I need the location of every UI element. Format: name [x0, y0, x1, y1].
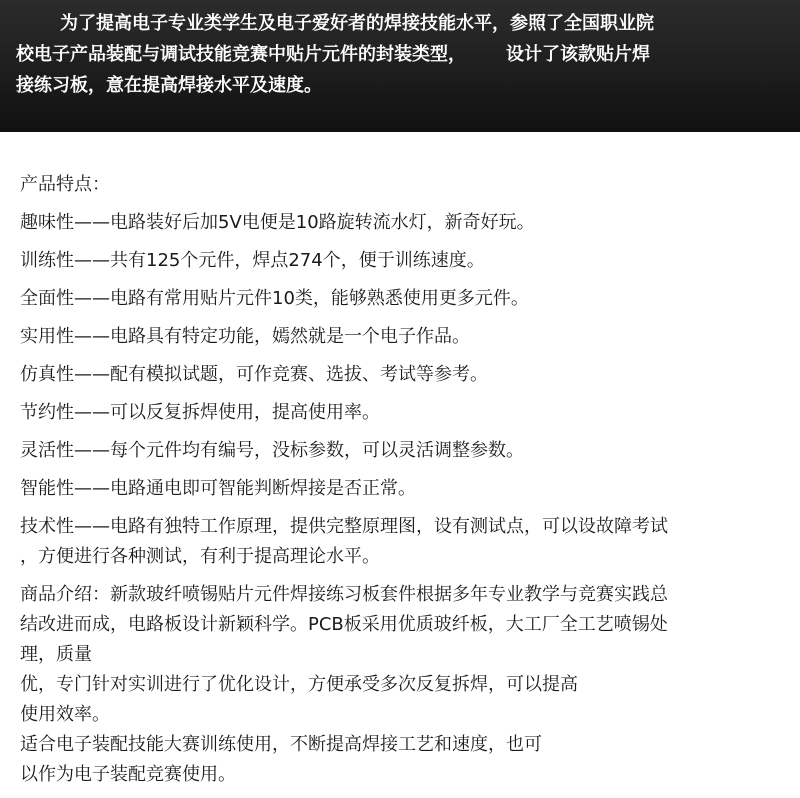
banner-line-2-part-2: 设计了该款贴片焊 — [506, 44, 650, 65]
intro-line-4-part-1: 使用效率。 — [20, 704, 110, 725]
feature-item: 灵活性——每个元件均有编号，没标参数，可以灵活调整参数。 — [20, 440, 524, 461]
product-intro — [20, 580, 790, 790]
intro-line-4 — [20, 700, 790, 760]
intro-line-3 — [20, 640, 790, 700]
header-banner — [0, 0, 800, 132]
intro-line-1: 商品介绍：新款玻纤喷锡贴片元件焊接练习板套件根据多年专业教学与竞赛实践总 — [20, 584, 668, 605]
product-description — [20, 170, 790, 798]
intro-line-3-part-2: 优，专门针对实训进行了优化设计，方便承受多次反复拆焊，可以提高 — [20, 674, 578, 695]
banner-line-2 — [16, 39, 784, 70]
intro-line-4-part-2: 适合电子装配技能大赛训练使用，不断提高焊接工艺和速度，也可 — [20, 734, 542, 755]
feature-item: 仿真性——配有模拟试题，可作竞赛、选拔、考试等参考。 — [20, 364, 488, 385]
banner-line-3: 接练习板，意在提高焊接水平及速度。 — [16, 75, 322, 96]
feature-item-technical — [20, 512, 790, 572]
feature-item: 训练性——共有125个元件，焊点274个，便于训练速度。 — [20, 250, 485, 271]
intro-line-3-part-1: 理，质量 — [20, 644, 92, 665]
feature-item: 趣味性——电路装好后加5V电便是10路旋转流水灯，新奇好玩。 — [20, 212, 535, 233]
feature-technical-line-1: 技术性——电路有独特工作原理，提供完整原理图，设有测试点，可以设故障考试 — [20, 516, 668, 537]
banner-line-1: 为了提高电子专业类学生及电子爱好者的焊接技能水平，参照了全国职业院 — [60, 13, 654, 34]
feature-item: 节约性——可以反复拆焊使用，提高使用率。 — [20, 402, 380, 423]
feature-item: 智能性——电路通电即可智能判断焊接是否正常。 — [20, 478, 416, 499]
banner-line-2-part-1: 校电子产品装配与调试技能竞赛中贴片元件的封装类型， — [16, 44, 466, 65]
intro-line-2: 结改进而成，电路板设计新颖科学。PCB板采用优质玻纤板，大工厂全工艺喷锡处 — [20, 614, 668, 635]
intro-line-5: 以作为电子装配竞赛使用。 — [20, 764, 236, 785]
feature-technical-line-2: ，方便进行各种测试，有利于提高理论水平。 — [20, 546, 380, 567]
feature-item: 实用性——电路具有特定功能，嫣然就是一个电子作品。 — [20, 326, 470, 347]
feature-item: 全面性——电路有常用贴片元件10类，能够熟悉使用更多元件。 — [20, 288, 529, 309]
features-heading: 产品特点： — [20, 174, 110, 195]
